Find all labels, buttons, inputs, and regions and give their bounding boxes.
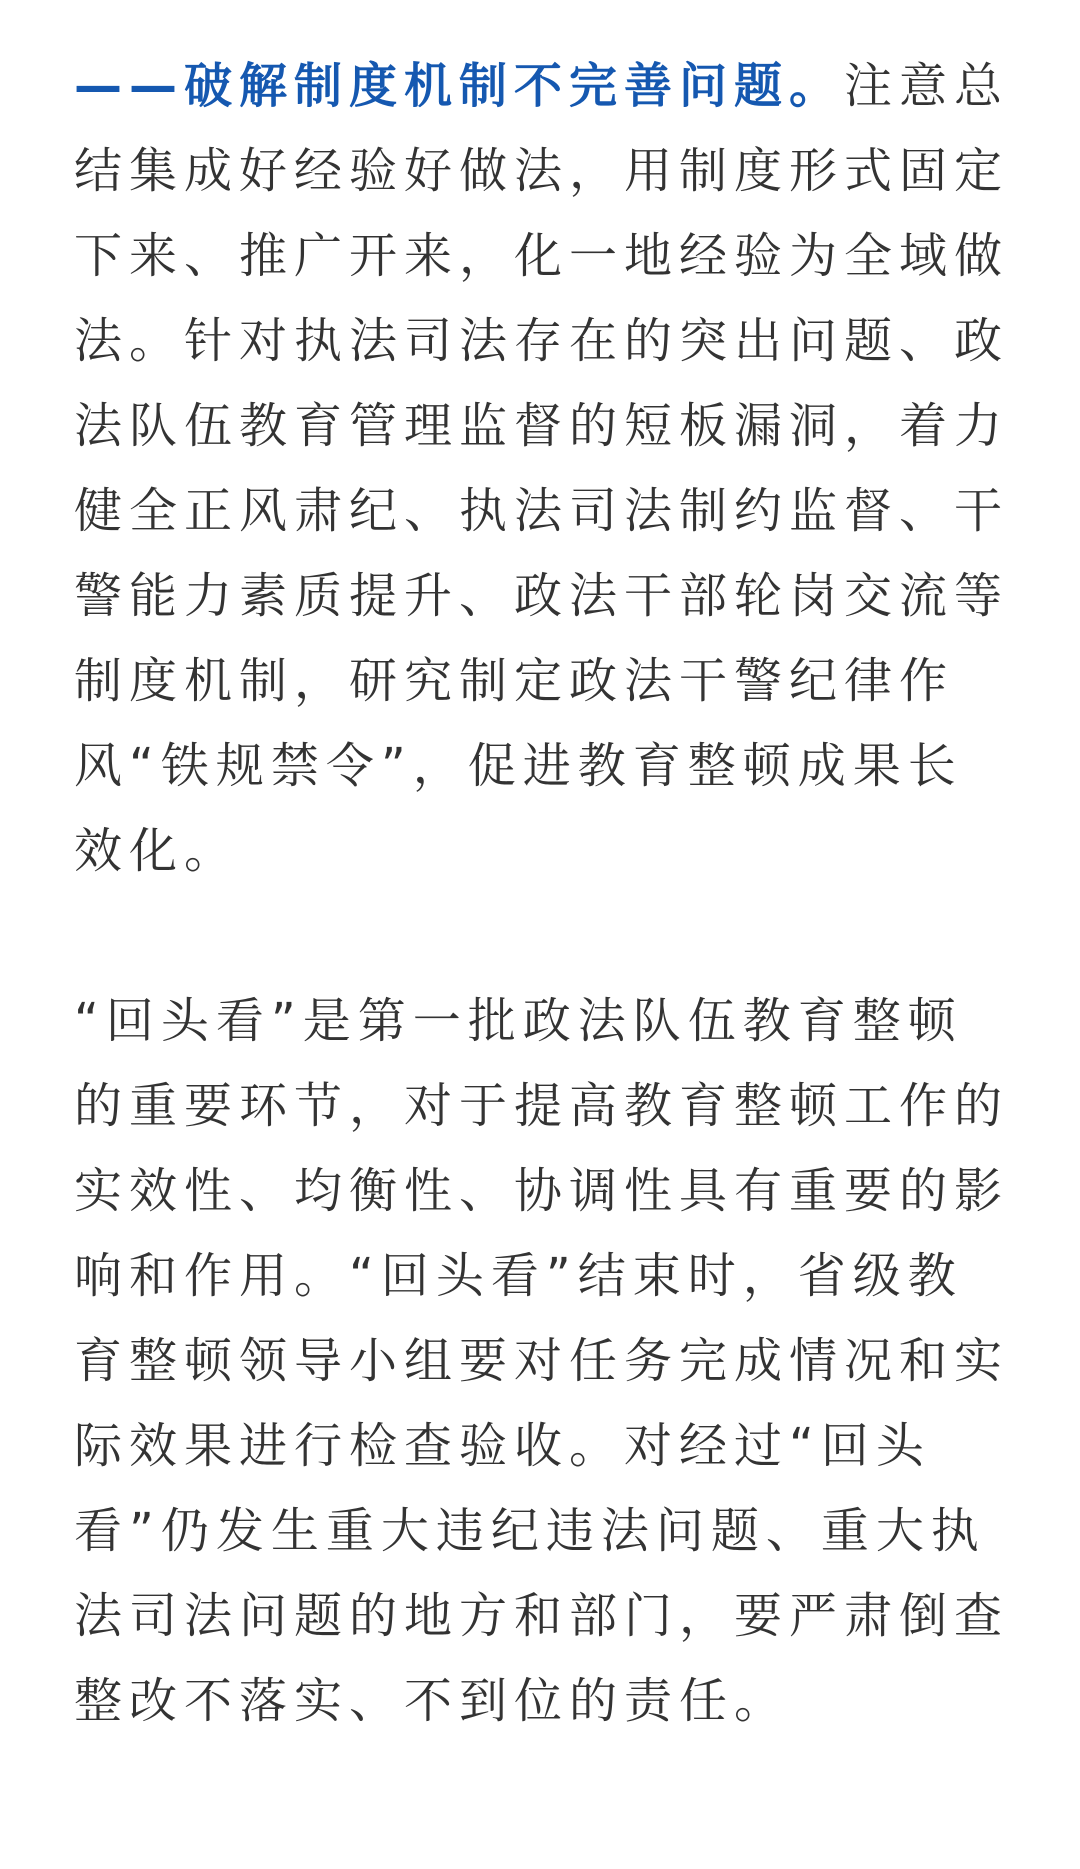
- section-heading-highlight: ——破解制度机制不完善问题。: [74, 58, 845, 114]
- paragraph-look-back-text: “回头看”是第一批政法队伍教育整顿的重要环节，对于提高教育整顿工作的实效性、均衡性、协调性具有重要的影响和作用。“回头看”结束时，省级教育整顿领导小组要对任务完成情况和实际效果进行检查验收。对经过“回头看”仍发生重大违纪违法问题、重大执法司法问题的地方和部门，要严肃倒查整改不落实、不到位的责任。: [74, 993, 1010, 1729]
- paragraph-mechanism: [74, 44, 1014, 894]
- article-body: [74, 44, 1014, 1744]
- paragraph-look-back: [74, 979, 1014, 1744]
- paragraph-mechanism-text: 注意总结集成好经验好做法，用制度形式固定下来、推广开来，化一地经验为全域做法。针对执法司法存在的突出问题、政法队伍教育管理监督的短板漏洞，着力健全正风肃纪、执法司法制约监督、干警能力素质提升、政法干部轮岗交流等制度机制，研究制定政法干警纪律作风“铁规禁令”，促进教育整顿成果长效化。: [74, 58, 1010, 879]
